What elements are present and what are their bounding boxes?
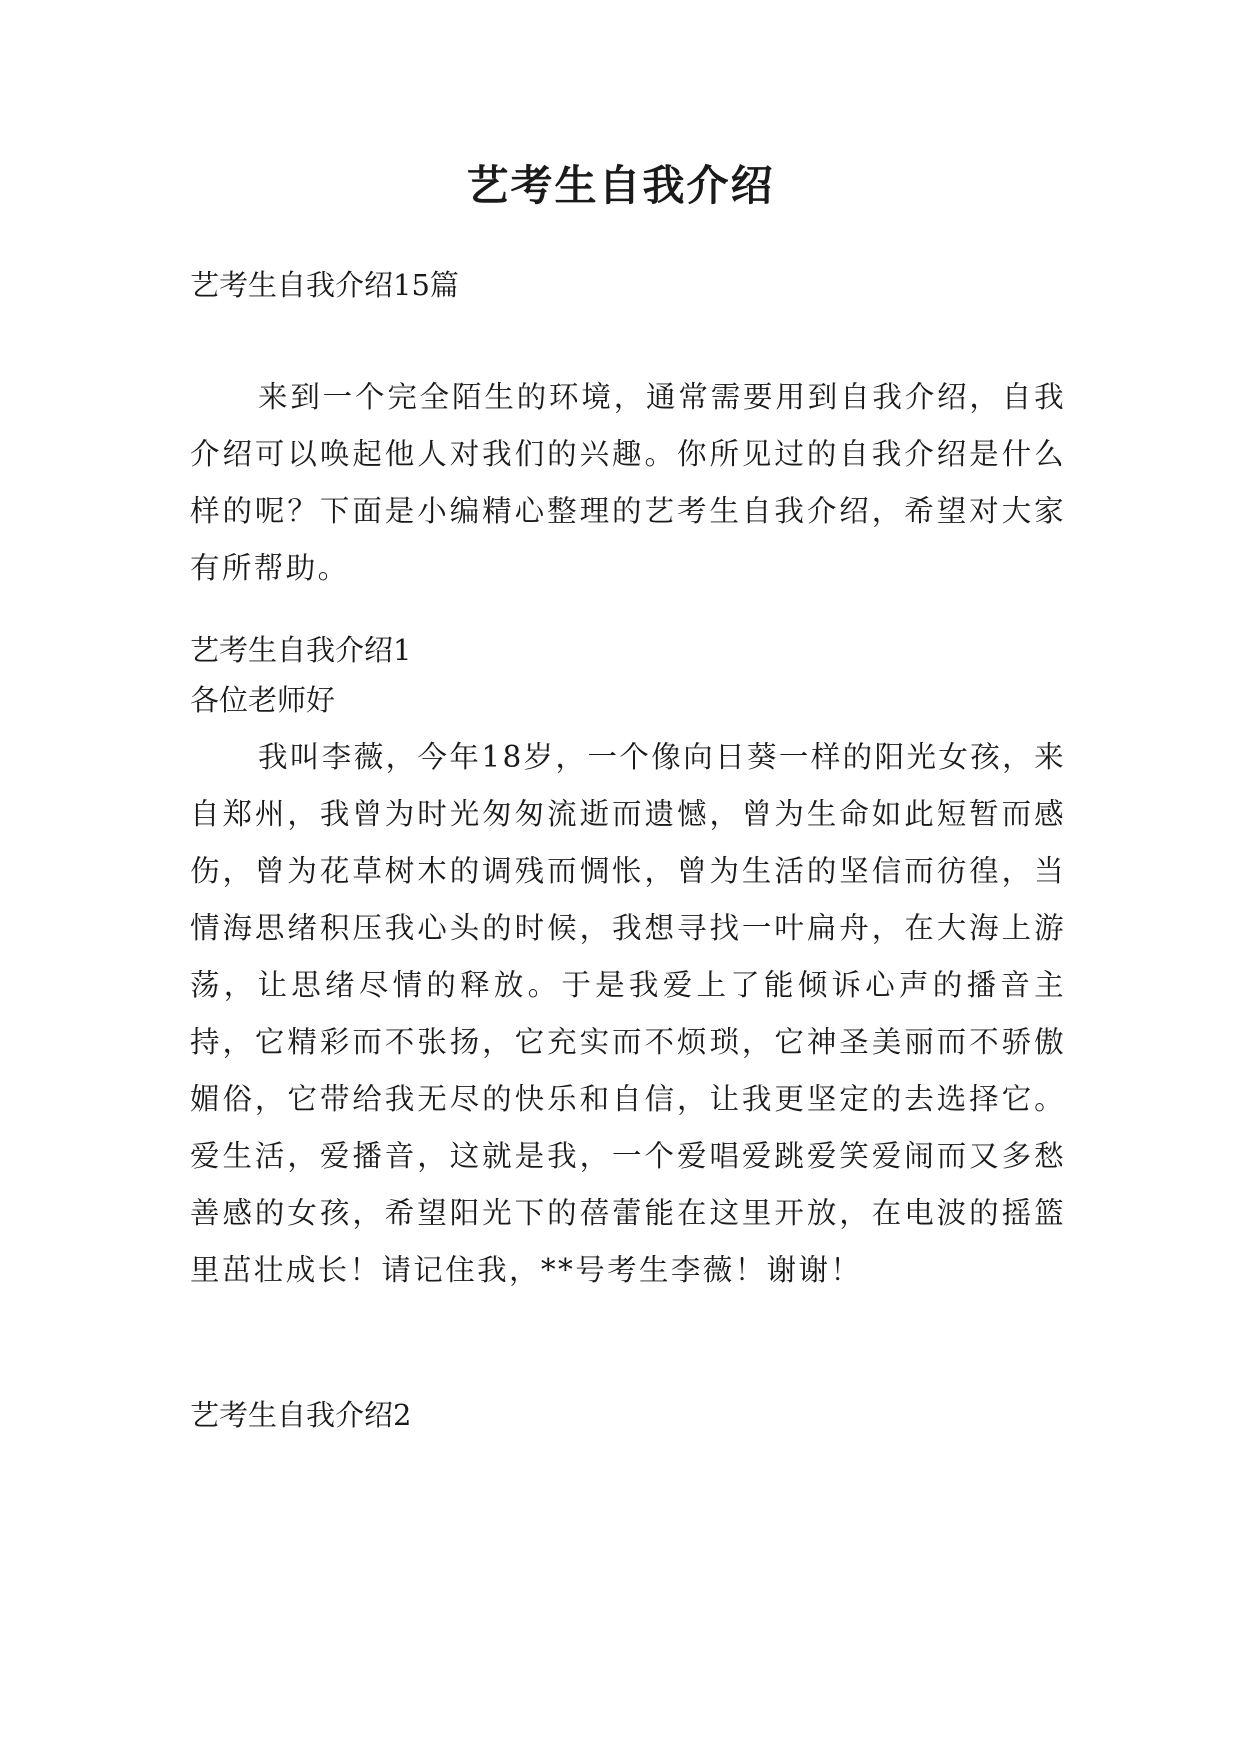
section-heading-1: 艺考生自我介绍1 (190, 633, 412, 667)
section-heading-2: 艺考生自我介绍2 (190, 1398, 412, 1432)
section-greeting-1: 各位老师好 (190, 683, 336, 717)
intro-paragraph: 来到一个完全陌生的环境，通常需要用到自我介绍，自我介绍可以唤起他人对我们的兴趣。你所见过的自我介绍是什么样的呢？下面是小编精心整理的艺考生自我介绍，希望对大家有所帮助。 (190, 380, 1066, 585)
section-body-1: 我叫李薇，今年18岁，一个像向日葵一样的阳光女孩，来自郑州，我曾为时光匆匆流逝而遗憾，曾为生命如此短暂而感伤，曾为花草树木的调残而惆怅，曾为生活的坚信而彷徨，当情海思绪积压我心头的时候，我想寻找一叶扁舟，在大海上游荡，让思绪尽情的释放。于是我爱上了能倾诉心声的播音主持，它精彩而不张扬，它充实而不烦琐，它神圣美丽而不骄傲媚俗，它带给我无尽的快乐和自信，让我更坚定的去选择它。爱生活，爱播音，这就是我，一个爱唱爱跳爱笑爱闹而又多愁善感的女孩，希望阳光下的蓓蕾能在这里开放，在电波的摇篮里茁壮成长！请记住我，**号考生李薇！谢谢！ (190, 740, 1066, 1287)
document-title: 艺考生自我介绍 (466, 161, 775, 210)
document-subtitle: 艺考生自我介绍15篇 (190, 268, 459, 302)
